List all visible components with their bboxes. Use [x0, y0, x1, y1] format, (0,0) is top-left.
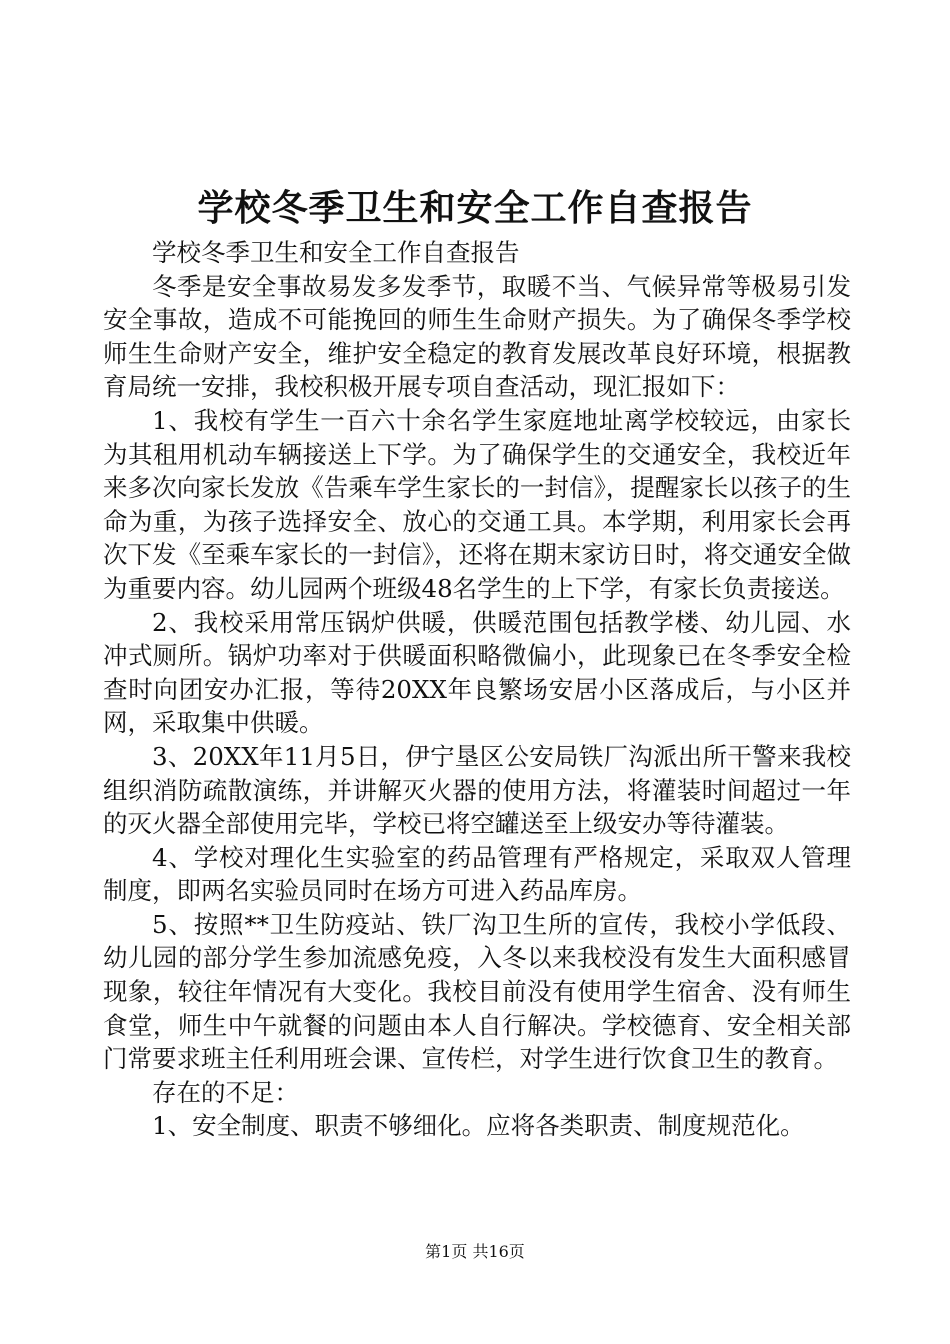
paragraph-shortcoming-1: 1、安全制度、职责不够细化。应将各类职责、制度规范化。 [152, 1111, 805, 1141]
page-number-footer: 第1页 共16页 [425, 1242, 525, 1261]
paragraph-item-3: 3、20XX年11月5日，伊宁垦区公安局铁厂沟派出所干警来我校组织消防疏散演练，并讲解灭火器的使用方法，将灌装时间超过一年的灭火器全部使用完毕，学校已将空罐送至上级安办等待灌装。 [103, 741, 851, 839]
paragraph-item-4: 4、学校对理化生实验室的药品管理有严格规定，采取双人管理制度，即两名实验员同时在场方可进入药品库房。 [103, 842, 851, 906]
paragraph-intro: 冬季是安全事故易发多发季节，取暖不当、气候异常等极易引发安全事故，造成不可能挽回的师生生命财产损失。为了确保冬季学校师生生命财产安全，维护安全稳定的教育发展改革良好环境，根据教育局统一安排，我校积极开展专项自查活动，现汇报如下： [103, 271, 851, 402]
paragraph-item-1: 1、我校有学生一百六十余名学生家庭地址离学校较远，由家长为其租用机动车辆接送上下学。为了确保学生的交通安全，我校近年来多次向家长发放《告乘车学生家长的一封信》，提醒家长以孩子的生命为重，为孩子选择安全、放心的交通工具。本学期，利用家长会再次下发《至乘车家长的一封信》，还将在期末家访日时，将交通安全做为重要内容。幼儿园两个班级48名学生的上下学，有家长负责接送。 [103, 405, 851, 603]
document-title: 学校冬季卫生和安全工作自查报告 [197, 187, 753, 229]
paragraph-item-2: 2、我校采用常压锅炉供暖，供暖范围包括教学楼、幼儿园、水冲式厕所。锅炉功率对于供暖面积略微偏小，此现象已在冬季安全检查时向团安办汇报，等待20XX年良繁场安居小区落成后，与小区并网，采取集中供暖。 [103, 607, 851, 738]
document-body [103, 236, 851, 1143]
paragraph-shortcomings-heading: 存在的不足： [152, 1077, 299, 1107]
paragraph-subtitle: 学校冬季卫生和安全工作自查报告 [152, 238, 520, 267]
paragraph-item-5: 5、按照**卫生防疫站、铁厂沟卫生所的宣传，我校小学低段、幼儿园的部分学生参加流感免疫，入冬以来我校没有发生大面积感冒现象，较往年情况有大变化。我校目前没有使用学生宿舍、没有师生食堂，师生中午就餐的问题由本人自行解决。学校德育、安全相关部门常要求班主任利用班会课、宣传栏，对学生进行饮食卫生的教育。 [103, 909, 851, 1074]
